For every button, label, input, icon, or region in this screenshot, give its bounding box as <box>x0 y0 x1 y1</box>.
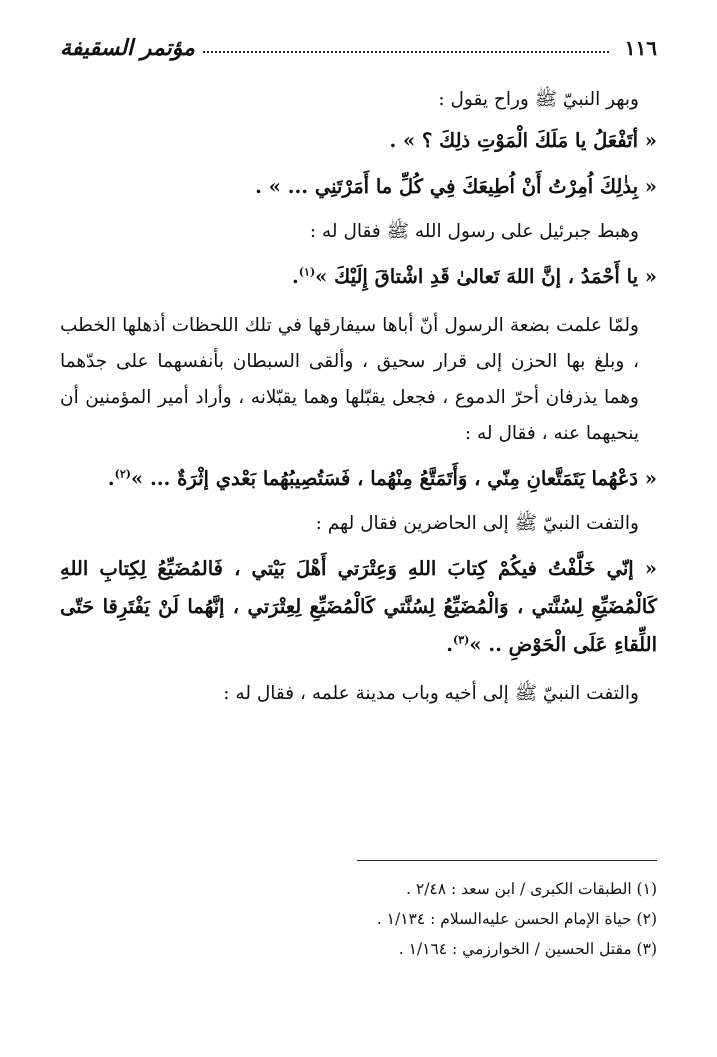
quote-5-end: . <box>446 633 453 656</box>
page-number: ١١٦ <box>624 36 657 60</box>
quote-3 <box>60 258 657 296</box>
paragraph-4: والتفت النبيّ ﷺ إلى الحاضرين فقال لهم : <box>315 513 639 534</box>
footnote-ref-1: (١) <box>298 265 316 279</box>
paragraph-3: ولمّا علمت بضعة الرسول أنّ أباها سيفارقها في تلك اللحظات أذهلها الخطب ، وبلغ بها الحزن إلى قرار سحيق ، وألقى السبطان بأنفسهما على جدّهما وهما يذرفان أحرّ الدموع ، فجعل يقبّلها وهما يقبّلانه ، وأراد أمير المؤمنين أن ينحيهما عنه ، فقال له : <box>60 315 639 444</box>
quote-4-end: . <box>107 467 115 490</box>
page-body <box>60 82 657 712</box>
quote-4-text: « دَعْهُما يَتَمَتَّعانِ مِنّي ، وَأَتَمَتَّعُ مِنْهُما ، فَسَتُصِيبُهُما بَعْدي إثْرَةٌ ... » <box>130 467 657 490</box>
page-header <box>60 30 657 66</box>
quote-1: « أتَفْعَلُ يا مَلَكَ الْمَوْتِ ذلِكَ ؟ » . <box>389 129 657 152</box>
quote-3-end: . <box>292 265 299 288</box>
quote-5 <box>60 550 657 664</box>
running-title: مؤتمر السقيفة <box>60 35 195 61</box>
footnote-ref-3: (٣) <box>452 633 470 647</box>
footnote-2: (٢) حياة الإمام الحسن عليه‌السلام : ١/١٣٤ . <box>376 910 657 928</box>
paragraph-5: والتفت النبيّ ﷺ إلى أخيه وباب مدينة علمه ، فقال له : <box>223 683 639 704</box>
footnotes <box>60 874 657 964</box>
footnote-divider <box>357 860 657 861</box>
quote-4 <box>60 460 657 498</box>
paragraph-1: وبهر النبيّ ﷺ وراح يقول : <box>438 89 639 110</box>
footnote-3: (٣) مقتل الحسين / الخوارزمي : ١/١٦٤ . <box>398 940 657 958</box>
paragraph-2: وهبط جبرئيل على رسول الله ﷺ فقال له : <box>309 221 639 242</box>
quote-3-text: « يا أَحْمَدُ ، إنَّ اللهَ تَعالىٰ قَدِ اشْتاقَ إِلَيْكَ » <box>315 265 657 288</box>
footnote-1: (١) الطبقات الكبرى / ابن سعد : ٢/٤٨ . <box>406 880 657 898</box>
quote-5-text: « إنّي خَلَّفْتُ فيكُمْ كِتابَ اللهِ وَعِتْرَتي أَهْلَ بَيْتي ، فَالمُضَيِّعُ لِكِتابِ اللهِ كَالْمُضَيِّعِ لِسُنَّتي ، وَالْمُضَيِّعُ لِسُنَّتي كَالْمُضَيِّعِ لِعِتْرَتي ، إنَّهُما لَنْ يَفْتَرِقا حَتّى اللِّقاءِ عَلَى الْحَوْضِ .. » <box>60 557 657 656</box>
header-dotted-leader <box>203 51 609 53</box>
quote-2: « بِذٰلِكَ اُمِرْتُ أَنْ اُطِيعَكَ فِي كُلِّ ما أَمَرْتَنِي ... » . <box>255 175 657 198</box>
footnote-ref-2: (٢) <box>114 467 131 481</box>
